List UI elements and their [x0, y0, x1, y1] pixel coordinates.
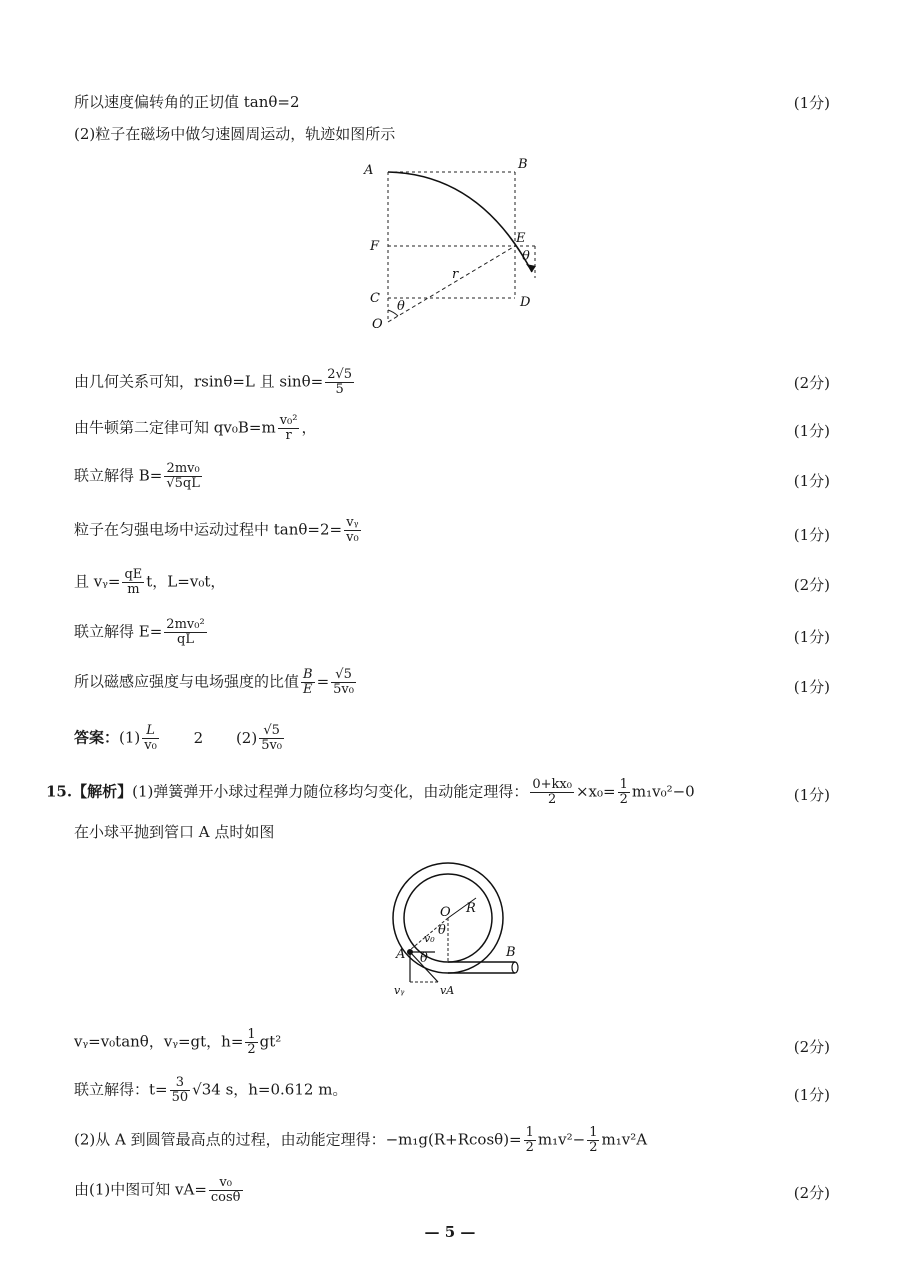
label-B: B: [518, 157, 528, 172]
score-4: (1分): [793, 422, 830, 440]
magnetic-field-trajectory-diagram: [360, 150, 550, 335]
label-R: R: [466, 901, 476, 916]
score-5: (1分): [793, 472, 830, 490]
label-theta-A: θ: [420, 951, 428, 966]
label-F: F: [370, 239, 380, 254]
label-B: B: [506, 945, 516, 960]
score-13: (1分): [793, 1086, 830, 1104]
label-r: r: [452, 267, 459, 282]
text-line-2: (2)粒子在磁场中做匀速圆周运动，轨迹如图所示: [74, 125, 396, 143]
score-6: (1分): [793, 526, 830, 544]
text-line-1: 所以速度偏转角的正切值 tanθ=2: [74, 93, 300, 111]
label-E: E: [516, 231, 526, 246]
text-line-15: 由(1)中图可知 vA= $\frac{\text{v₀}}{\cos\theta}$: [74, 1175, 241, 1205]
label-theta-E: θ: [522, 249, 530, 264]
score-8: (1分): [793, 628, 830, 646]
text-line-10: 15.【解析】(1)弹簧弹开小球过程弹力随位移均匀变化，由动能定理得： $\frac{\text{0+kx₀}}{2}$ ×x₀= $\frac{1}{2}$ m₁v₀²−0: [46, 777, 695, 807]
label-vA: vA: [440, 984, 455, 997]
label-O: O: [440, 905, 451, 920]
text-line-11: 在小球平抛到管口 A 点时如图: [74, 823, 275, 841]
score-7: (2分): [793, 576, 830, 594]
score-15: (2分): [793, 1184, 830, 1202]
circular-tube-diagram: [380, 858, 530, 1008]
score-12: (2分): [793, 1038, 830, 1056]
page-number: — 5 —: [424, 1223, 476, 1241]
label-vy: vᵧ: [394, 984, 405, 997]
label-O: O: [372, 317, 383, 332]
text-line-8: 联立解得 E= $\frac{\text{2mv₀²}}{qL}$: [74, 617, 205, 647]
label-theta-top: θ: [438, 923, 446, 938]
label-A: A: [364, 163, 374, 178]
score-10: (1分): [793, 786, 830, 804]
text-line-9: 所以磁感应强度与电场强度的比值 $\frac{B}{E}$ = $\frac{√5}{\text{5v₀}}$: [74, 667, 354, 697]
text-line-4: 由牛顿第二定律可知 qv₀B=m $\frac{\text{v₀²}}{r}$ ，: [74, 413, 317, 443]
label-v0: v₀: [424, 932, 435, 945]
text-line-6: 粒子在匀强电场中运动过程中 tanθ=2= $\frac{\text{vᵧ}}{\text{v₀}}$: [74, 515, 359, 545]
text-line-5: 联立解得 B= $\frac{\text{2mv₀}}{√5qL}$: [74, 461, 200, 491]
score-9: (1分): [793, 678, 830, 696]
text-line-14: (2)从 A 到圆管最高点的过程，由动能定理得：−m₁g(R+Rcosθ)= $\frac{1}{2}$ m₁v²− $\frac{1}{2}$ m₁v²A: [74, 1125, 648, 1155]
label-C: C: [370, 291, 380, 306]
text-line-3: 由几何关系可知，rsinθ=L 且 sinθ= $\frac{2√5}{5}$: [74, 367, 353, 397]
text-line-13: 联立解得：t= $\frac{3}{50}$ √34 s，h=0.612 m。: [74, 1075, 348, 1105]
label-theta-O: θ: [397, 299, 405, 314]
score-1: (1分): [793, 94, 830, 112]
answer-line: 答案：(1) $\frac{L}{\text{v₀}}$ 2 (2) $\frac{√5}{\text{5v₀}}$: [74, 723, 283, 753]
score-3: (2分): [793, 374, 830, 392]
text-line-12: vᵧ=v₀tanθ，vᵧ=gt，h= $\frac{1}{2}$ gt²: [74, 1027, 282, 1057]
text-line-7: 且 vᵧ= $\frac{qE}{m}$ t，L=v₀t，: [74, 567, 226, 597]
label-D: D: [520, 295, 531, 310]
label-A: A: [396, 947, 406, 962]
